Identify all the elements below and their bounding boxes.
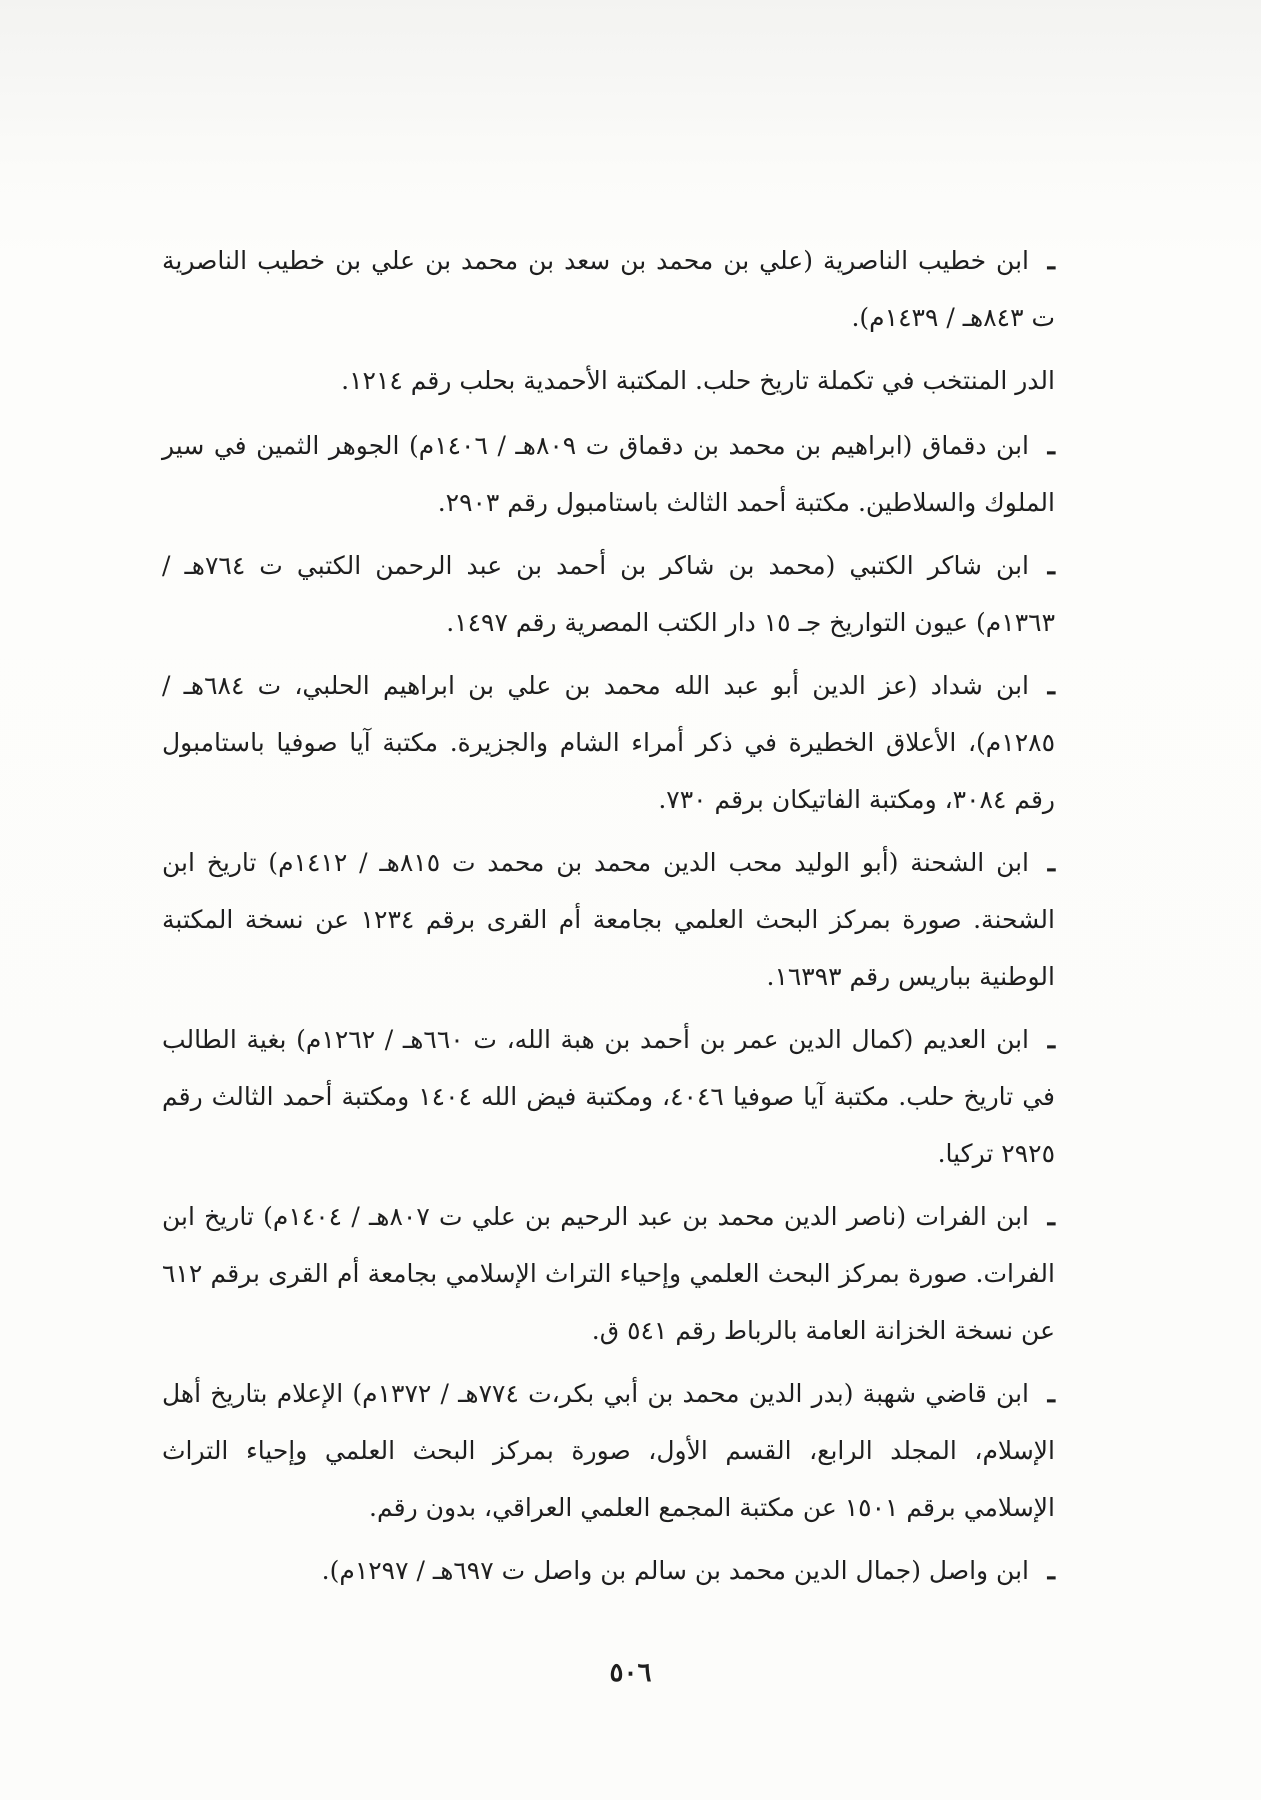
entry-text: ابن واصل (جمال الدين محمد بن سالم بن واصل ت ٦٩٧هـ / ١٢٩٧م).	[321, 1556, 1029, 1585]
bibliography-entry	[162, 232, 1055, 346]
entry-bullet: ـ	[1047, 1379, 1055, 1408]
entry-bullet: ـ	[1047, 551, 1055, 580]
entry-text: ابن خطيب الناصرية (علي بن محمد بن سعد بن محمد بن علي بن خطيب الناصرية ت ٨٤٣هـ / ١٤٣٩م).	[162, 246, 1055, 332]
bibliography-entry	[162, 1365, 1055, 1536]
entry-text-continuation: الدر المنتخب في تكملة تاريخ حلب. المكتبة الأحمدية بحلب رقم ١٢١٤.	[341, 366, 1055, 395]
entry-text: ابن الفرات (ناصر الدين محمد بن عبد الرحيم بن علي ت ٨٠٧هـ / ١٤٠٤م) تاريخ ابن الفرات. صورة بمركز البحث العلمي وإحياء التراث الإسلامي بجامعة أم القرى برقم ٦١٢ عن نسخة الخزانة العامة بالرباط رقم ٥٤١ ق.	[162, 1202, 1055, 1345]
entry-text: ابن شداد (عز الدين أبو عبد الله محمد بن علي بن ابراهيم الحلبي، ت ٦٨٤هـ / ١٢٨٥م)، الأعلاق الخطيرة في ذكر أمراء الشام والجزيرة. مكتبة آيا صوفيا باستامبول رقم ٣٠٨٤، ومكتبة الفاتيكان برقم ٧٣٠.	[162, 671, 1055, 814]
entry-text: ابن قاضي شهبة (بدر الدين محمد بن أبي بكر،ت ٧٧٤هـ / ١٣٧٢م) الإعلام بتاريخ أهل الإسلام، المجلد الرابع، القسم الأول، صورة بمركز البحث العلمي وإحياء التراث الإسلامي برقم ١٥٠١ عن مكتبة المجمع العلمي العراقي، بدون رقم.	[162, 1379, 1055, 1522]
bibliography-entry	[162, 657, 1055, 828]
bibliography-entry	[162, 1542, 1055, 1599]
bibliography-entry	[162, 537, 1055, 651]
entry-bullet: ـ	[1047, 671, 1055, 700]
entry-bullet: ـ	[1047, 246, 1055, 275]
bibliography-list	[162, 232, 1055, 1605]
entry-text: ابن الشحنة (أبو الوليد محب الدين محمد بن محمد ت ٨١٥هـ / ١٤١٢م) تاريخ ابن الشحنة. صورة بمركز البحث العلمي بجامعة أم القرى برقم ١٢٣٤ عن نسخة المكتبة الوطنية بباريس رقم ١٦٣٩٣.	[162, 848, 1055, 991]
entry-bullet: ـ	[1047, 431, 1055, 460]
bibliography-entry	[162, 1188, 1055, 1359]
entry-bullet: ـ	[1047, 1202, 1055, 1231]
entry-bullet: ـ	[1047, 848, 1056, 877]
bibliography-entry	[162, 417, 1055, 531]
bibliography-entry	[162, 834, 1055, 1005]
entry-text: ابن شاكر الكتبي (محمد بن شاكر بن أحمد بن عبد الرحمن الكتبي ت ٧٦٤هـ / ١٣٦٣م) عيون التواريخ جـ ١٥ دار الكتب المصرية رقم ١٤٩٧.	[162, 551, 1055, 637]
entry-bullet: ـ	[1047, 1556, 1055, 1585]
entry-text: ابن دقماق (ابراهيم بن محمد بن دقماق ت ٨٠٩هـ / ١٤٠٦م) الجوهر الثمين في سير الملوك والسلاطين. مكتبة أحمد الثالث باستامبول رقم ٢٩٠٣.	[162, 431, 1055, 517]
entry-bullet: ـ	[1047, 1025, 1056, 1054]
bibliography-entry	[162, 1011, 1055, 1182]
entry-text: ابن العديم (كمال الدين عمر بن أحمد بن هبة الله، ت ٦٦٠هـ / ١٢٦٢م) بغية الطالب في تاريخ حلب. مكتبة آيا صوفيا ٤٠٤٦، ومكتبة فيض الله ١٤٠٤ ومكتبة أحمد الثالث رقم ٢٩٢٥ تركيا.	[162, 1025, 1056, 1168]
page-number: ٥٠٦	[609, 1658, 652, 1688]
